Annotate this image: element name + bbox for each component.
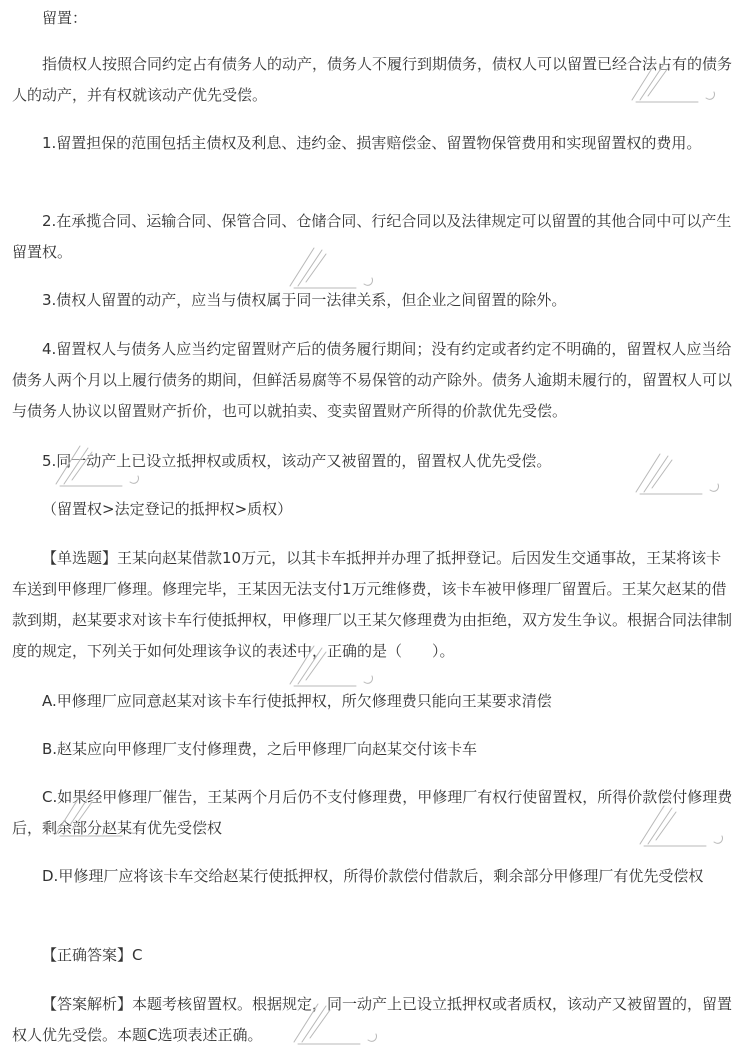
option-a: A.甲修理厂应同意赵某对该卡车行使抵押权，所欠修理费只能向王某要求清偿	[42, 692, 552, 710]
correct-answer: 【正确答案】C	[42, 946, 143, 964]
definition-paragraph: 指债权人按照合同约定占有债务人的动产，债务人不履行到期债务，债权人可以留置已经合法占有的债务人的动产，并有权就该动产优先受偿。	[12, 55, 733, 104]
priority-note: （留置权>法定登记的抵押权>质权）	[42, 500, 293, 518]
point-1: 1.留置担保的范围包括主债权及利息、违约金、损害赔偿金、留置物保管费用和实现留置权的费用。	[42, 134, 702, 152]
option-b: B.赵某应向甲修理厂支付修理费，之后甲修理厂向赵某交付该卡车	[42, 740, 478, 758]
option-d: D.甲修理厂应将该卡车交给赵某行使抵押权，所得价款偿付借款后，剩余部分甲修理厂有优先受偿权	[42, 867, 704, 885]
point-5: 5.同一动产上已设立抵押权或质权，该动产又被留置的，留置权人优先受偿。	[42, 452, 552, 470]
answer-analysis: 【答案解析】本题考核留置权。根据规定，同一动产上已设立抵押权或者质权，该动产又被留置的，留置权人优先受偿。本题C选项表述正确。	[12, 995, 733, 1044]
point-4: 4.留置权人与债务人应当约定留置财产后的债务履行期间；没有约定或者约定不明确的，留置权人应当给债务人两个月以上履行债务的期间，但鲜活易腐等不易保管的动产除外。债务人逾期未履行的，留置权人可以与债务人协议以留置财产折价，也可以就拍卖、变卖留置财产所得的价款优先受偿。	[12, 340, 733, 420]
point-2: 2.在承揽合同、运输合同、保管合同、仓储合同、行纪合同以及法律规定可以留置的其他合同中可以产生留置权。	[12, 212, 732, 261]
section-heading: 留置：	[42, 9, 88, 27]
question-paragraph: 【单选题】王某向赵某借款10万元，以其卡车抵押并办理了抵押登记。后因发生交通事故，王某将该卡车送到甲修理厂修理。修理完毕，王某因无法支付1万元维修费，该卡车被甲修理厂留置后。王某欠赵某的借款到期，赵某要求对该卡车行使抵押权，甲修理厂以王某欠修理费为由拒绝，双方发生争议。根据合同法律制度的规定，下列关于如何处理该争议的表述中，正确的是（ ）。	[12, 549, 733, 660]
option-c: C.如果经甲修理厂催告，王某两个月后仍不支付修理费，甲修理厂有权行使留置权，所得价款偿付修理费后，剩余部分赵某有优先受偿权	[12, 788, 733, 837]
point-3: 3.债权人留置的动产，应当与债权属于同一法律关系，但企业之间留置的除外。	[42, 291, 567, 309]
